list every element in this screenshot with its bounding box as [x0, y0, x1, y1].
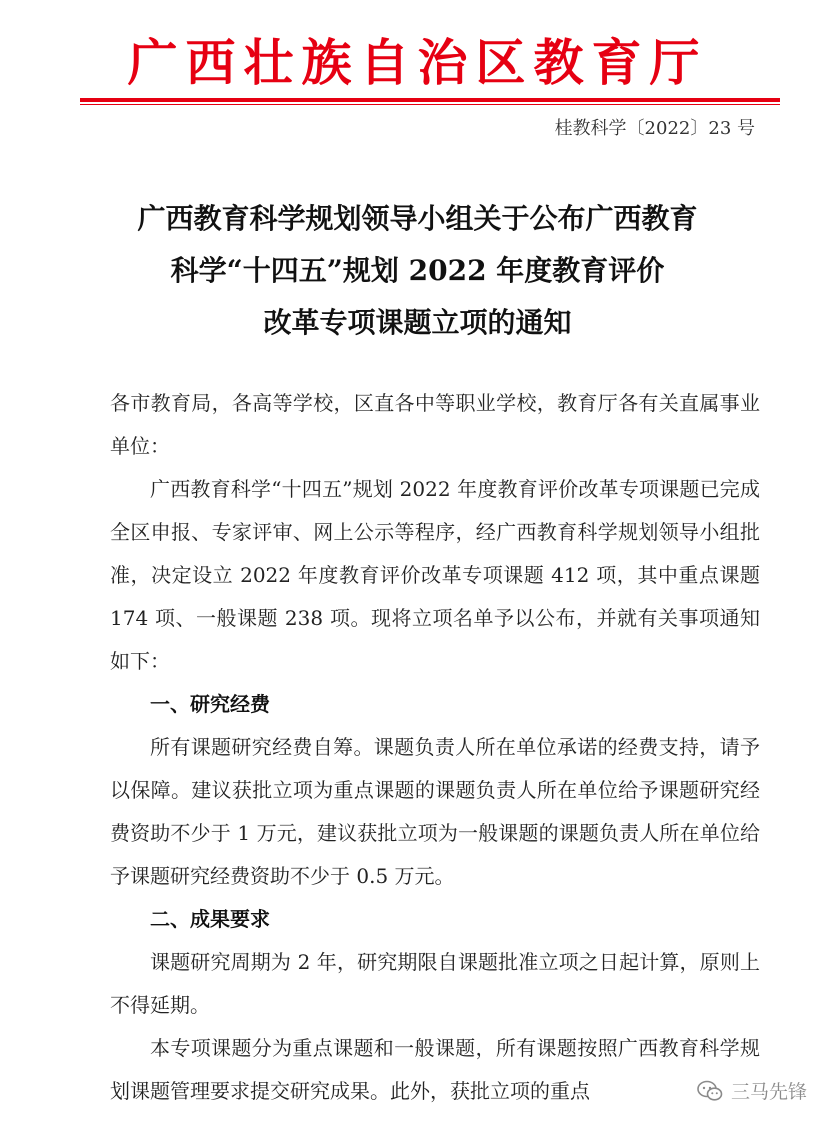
- funding-paragraph: 所有课题研究经费自筹。课题负责人所在单位承诺的经费支持，请予以保障。建议获批立项为重点课题的课题负责人所在单位给予课题研究经费资助不少于 1 万元，建议获批立项为一般课题的课题负责人所在单位给予课题研究经费资助不少于 0.5 万元。: [110, 735, 760, 888]
- document-title-line: 广西教育科学规划领导小组关于公布广西教育: [137, 202, 698, 235]
- document-number: 桂教科学〔2022〕23 号: [554, 118, 755, 139]
- wechat-watermark: [697, 1077, 807, 1104]
- outcomes-paragraph-requirements: 本专项课题分为重点课题和一般课题，所有课题按照广西教育科学规划课题管理要求提交研究成果。此外，获批立项的重点: [110, 1036, 760, 1103]
- wechat-icon: [697, 1080, 723, 1102]
- red-header-rule: [80, 98, 780, 102]
- document-title-line: 科学“十四五”规划 2022 年度教育评价: [170, 254, 665, 287]
- salutation: 各市教育局，各高等学校，区直各中等职业学校，教育厅各有关直属事业单位：: [110, 391, 760, 458]
- red-header-rule-thin: [80, 104, 780, 105]
- document-body: [110, 382, 760, 1113]
- watermark-account-name: 三马先锋: [730, 1081, 807, 1103]
- outcomes-paragraph-period: 课题研究周期为 2 年，研究期限自课题批准立项之日起计算，原则上不得延期。: [110, 950, 760, 1017]
- document-title: [0, 193, 835, 349]
- section-heading-funding: 一、研究经费: [150, 692, 270, 716]
- document-title-line: 改革专项课题立项的通知: [263, 306, 572, 339]
- intro-paragraph: 广西教育科学“十四五”规划 2022 年度教育评价改革专项课题已完成全区申报、专家评审、网上公示等程序，经广西教育科学规划领导小组批准，决定设立 2022 年度教育评价改革专项课题 412 项，其中重点课题 174 项、一般课题 238 项。现将立项名单予以公布，并就有关事项通知如下：: [110, 477, 760, 673]
- issuing-authority-title: 广西壮族自治区教育厅: [127, 34, 708, 92]
- section-heading-outcomes: 二、成果要求: [150, 907, 270, 931]
